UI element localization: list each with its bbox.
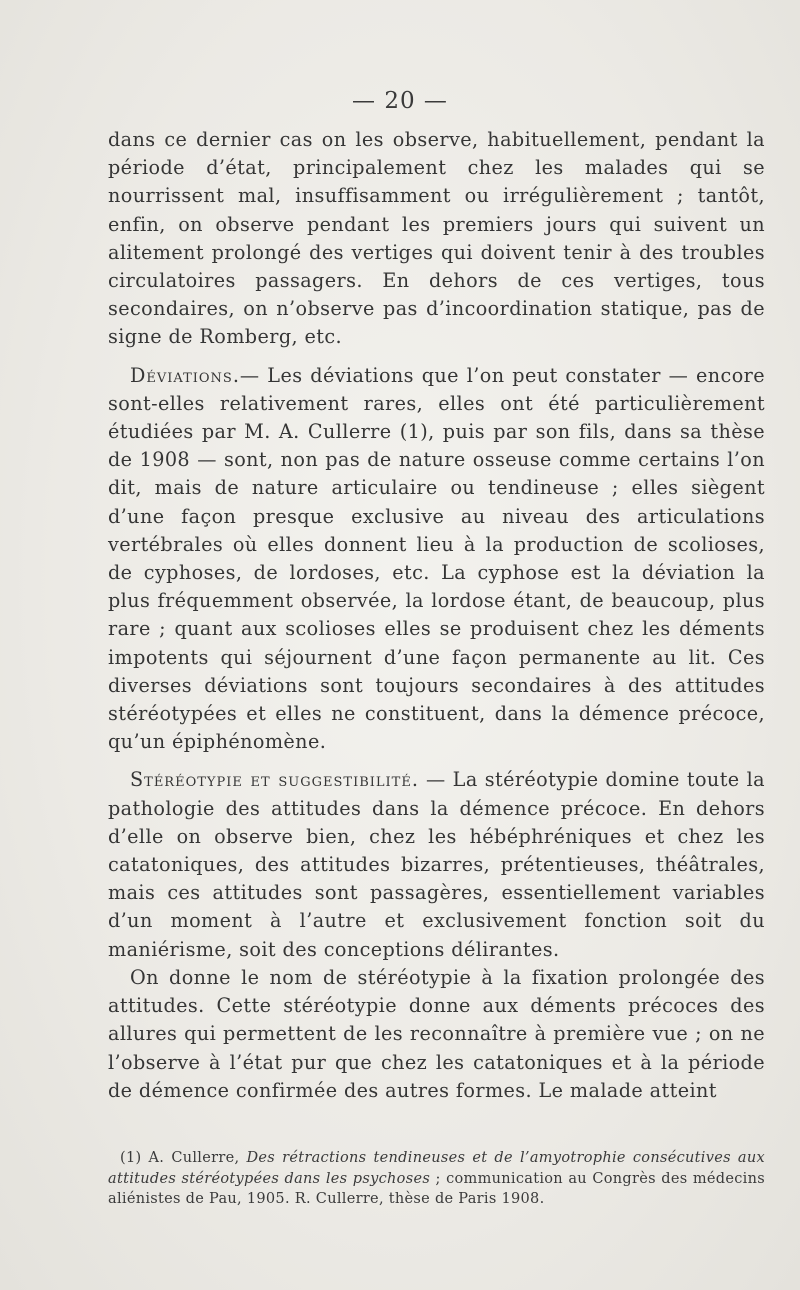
paragraph-definition: On donne le nom de stéréotypie à la fixation prolongée des attitudes. Cette stéréotypie donne aux déments précoces des allures qui permettent de les reconnaître à première vue ; on ne l’observe à l’état pur que chez les catatoniques et à la période de démence confirmée des autres formes. Le malade atteint [108,965,765,1102]
footnote [108,1148,765,1210]
footnote-title: Des rétractions tendineuses et de l’amyotrophie consécutives aux attitudes stéréotypées dans les psychoses [108,1150,765,1187]
paragraph-deviations [108,362,765,757]
paragraph-deviations-text: — Les déviations que l’on peut constater — encore sont-elles relativement rares, elles ont été particulièrement étudiées par M. A. Cullerre (1), puis par son fils, dans sa thèse de 1908 — sont, non pas de nature osseuse comme certains l’on dit, mais de nature articulaire ou tendineuse ; elles siègent d’une façon presque exclusive au niveau des articulations vertébrales où elles donnent lieu à la production de scolioses, de cyphoses, de lordoses, etc. La cyphose est la déviation la plus fréquemment observée, la lordose étant, de beaucoup, plus rare ; quant aux scolioses elles se produisent chez les déments impotents qui séjournent d’une façon permanente au lit. Ces diverses déviations sont toujours secondaires à des attitudes stéréotypées et elles ne constituent, dans la démence précoce, qu’un épiphénomène. [108,363,765,754]
footnote-prefix: (1) A. Cullerre, [120,1150,247,1166]
footnote-suffix: ; communication au Congrès des médecins aliénistes de Pau, 1905. R. Cullerre, thèse de Paris 1908. [108,1170,765,1207]
section-heading-deviations: Déviations. [130,363,240,387]
section-heading-stereotypie: Stéréotypie et suggestibilité. [130,768,419,792]
footnote-text [108,1148,765,1210]
page-number: — 20 — [352,88,448,114]
paragraph-continuation: dans ce dernier cas on les observe, habituellement, pendant la période d’état, principalement chez les malades qui se nourrissent mal, insuffisamment ou irrégulièrement ; tantôt, enfin, on observe pendant les premiers jours qui suivent un alitement prolongé des vertiges qui doivent tenir à des troubles circulatoires passagers. En dehors de ces vertiges, tous secondaires, on n’observe pas d’incoordination statique, pas de signe de Romberg, etc. [108,128,765,349]
body-text [108,126,765,1105]
paragraph-stereotypie-text: — La stéréotypie domine toute la pathologie des attitudes dans la démence précoce. En dehors d’elle on observe bien, chez les hébéphréniques et chez les catatoniques, des attitudes bizarres, prétentieuses, théâtrales, mais ces attitudes sont passagères, essentiellement variables d’un moment à l’autre et exclusivement fonction soit du maniérisme, soit des conceptions délirantes. [108,768,766,961]
paragraph-stereotypie [108,766,765,963]
